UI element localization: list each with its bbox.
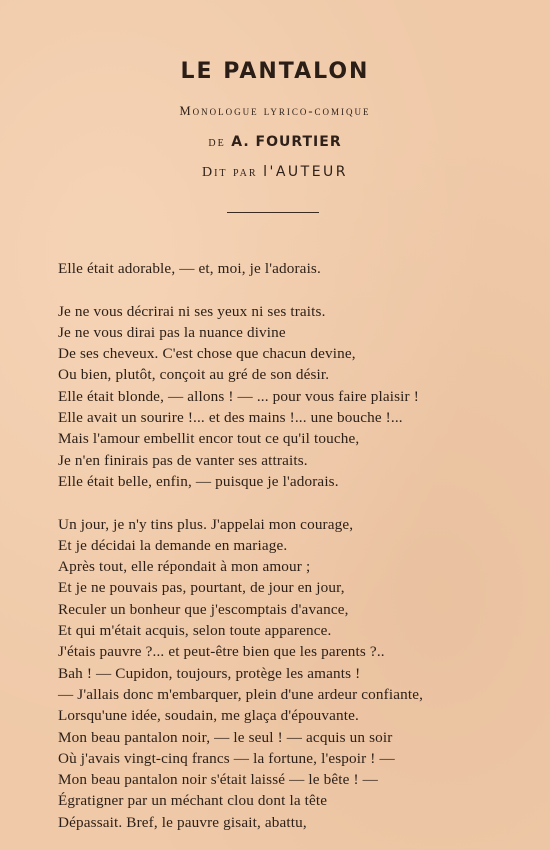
poem-line: Ou bien, plutôt, conçoit au gré de son désir. — [58, 366, 330, 384]
poem-line: Elle avait un sourire !... et des mains !... une bouche !... — [58, 409, 403, 427]
reader-prefix: Dit par — [201, 165, 258, 180]
poem-line: Et qui m'était acquis, selon toute apparence. — [58, 622, 332, 640]
poem-line: Mon beau pantalon noir, — le seul ! — acquis un soir — [58, 728, 393, 746]
poem-line: Un jour, je n'y tins plus. J'appelai mon courage, — [58, 515, 354, 533]
poem-body — [58, 258, 528, 833]
author-name: A. FOURTIER — [231, 134, 342, 150]
poem-line: — J'allais donc m'embarquer, plein d'une ardeur confiante, — [58, 685, 424, 703]
poem-line: Dépassait. Bref, le pauvre gisait, abattu, — [58, 813, 307, 831]
poem-line: Lorsqu'une idée, soudain, me glaça d'épouvante. — [58, 707, 359, 725]
title-divider — [227, 212, 319, 213]
poem-line: Je ne vous dirai pas la nuance divine — [58, 323, 286, 341]
poem-line: J'étais pauvre ?... et peut-être bien que les parents ?.. — [58, 643, 385, 661]
poem-line: Où j'avais vingt-cinq francs — la fortune, l'espoir ! — — [58, 749, 395, 767]
poem-line: Et je décidai la demande en mariage. — [58, 536, 288, 554]
page-title: LE PANTALON — [180, 59, 370, 84]
poem-line: Elle était adorable, — et, moi, je l'adorais. — [58, 260, 321, 277]
poem-line: Et je ne pouvais pas, pourtant, de jour en jour, — [58, 579, 345, 597]
reader-name: l'AUTEUR — [263, 164, 349, 180]
poem-line: Elle était belle, enfin, — puisque je l'adorais. — [58, 472, 339, 490]
poem-line: De ses cheveux. C'est chose que chacun devine, — [58, 345, 356, 363]
reader-line — [0, 164, 550, 181]
subtitle: Monologue lyrico-comique — [179, 104, 371, 118]
poem-line: Je n'en finirais pas de vanter ses attraits. — [58, 451, 308, 469]
stanza-break — [58, 279, 528, 300]
author-prefix: de — [208, 135, 226, 150]
poem-line: Bah ! — Cupidon, toujours, protège les amants ! — [58, 664, 361, 682]
author-line — [0, 134, 550, 151]
poem-line: Mon beau pantalon noir s'était laissé — le bête ! — — [58, 771, 378, 789]
poem-line: Mais l'amour embellit encor tout ce qu'il touche, — [58, 430, 360, 448]
poem-line: Après tout, elle répondait à mon amour ; — [58, 558, 311, 576]
stanza-break — [58, 492, 528, 513]
poem-line: Égratigner par un méchant clou dont la tête — [58, 792, 328, 810]
poem-line: Elle était blonde, — allons ! — ... pour vous faire plaisir ! — [58, 387, 419, 405]
poem-line: Reculer un bonheur que j'escomptais d'avance, — [58, 600, 349, 618]
poem-line: Je ne vous décrirai ni ses yeux ni ses traits. — [58, 302, 326, 320]
